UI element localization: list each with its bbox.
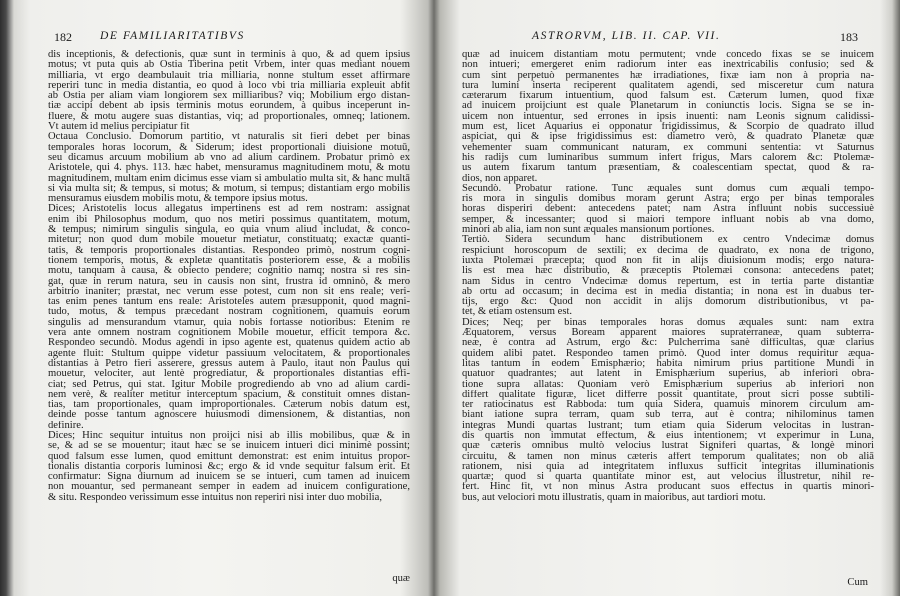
- text-line: seu dicamus arcuum mobilium ab vno ad alium cardinem. Probatur primò ex: [48, 152, 410, 163]
- text-line: quæ cæteris omnibus multò velocius lustrat Signiferi quartas, & longè minori: [462, 441, 874, 452]
- text-line: mum est, licet Aquarius ei opponatur frigidissimus, & Scorpio de quadrato illud: [462, 122, 874, 133]
- text-line: horas disperiri debent: antecedens patet; nam Astra influunt nobis successiuè: [462, 204, 874, 215]
- text-line: Vt autem id melius percipiatur fit: [48, 122, 190, 133]
- text-line: deinde posse tantum agnoscere huiusmodi dimensionem, & distantias, non: [48, 410, 410, 421]
- text-line: gat, quæ in rerum natura, seu in causis non sint, frustra id omninò, & mero: [48, 276, 410, 287]
- text-line: quod falsum esse lumen, quod emittunt demonstrat: est enim intuitus propor-: [48, 451, 410, 462]
- text-line: dis inceptionis, & defectionis, quæ sunt in terminis à quo, & ad quem ipsius: [48, 50, 410, 60]
- text-line: integras Mundi quartas lustrant; tum etiam quia Siderum velocitas in lustran-: [462, 420, 874, 431]
- right-running-head: ASTRORVM, LIB. II. CAP. VII.: [532, 30, 721, 42]
- text-line: confirmatur: Signa diurnum ad inuicem se se intueri, cum tamen ad inuicem: [48, 472, 410, 483]
- text-line: Æquatorem, versus Boream apparent maiores supraterraneæ, quam subterra-: [462, 328, 874, 339]
- left-page-number: 182: [54, 30, 72, 44]
- right-page-number: 183: [840, 30, 858, 44]
- text-line: Octaua Conclusio. Domorum partitio, vt naturalis sit fieri debet per binas: [48, 132, 410, 143]
- text-line: tias, tam proportionales, quam improportionales. Cæterum nobis datum est,: [48, 400, 410, 411]
- text-line: & situ. Respondeo verissimum esse intuitus non reperiri nisi inter duo mobilia,: [48, 492, 382, 503]
- text-line: quidem alibi patet. Respondeo tamen primò. Quod inter domus requiritur æqua-: [462, 348, 874, 359]
- text-line: ris mora in singulis domibus moram gerunt Astra; ergo per binas temporales: [462, 194, 874, 205]
- text-line: Tertiò. Sidera secundum hanc distributionem ex centro Vndecimæ domus: [462, 235, 874, 246]
- text-line: iuxta Ptolemæi præcepta; quod non fit in alijs diuisionum modis; ergo natura-: [462, 255, 874, 266]
- left-page: [18, 0, 428, 596]
- text-line: biant iatione supra terram, quam sub terra, aut è contra; nihilominus tamen: [462, 410, 874, 421]
- text-line: mitetur; non quod dum mobile mouetur metiatur, constituatq; exactæ quanti-: [48, 235, 410, 246]
- right-page-body: [462, 50, 874, 503]
- text-line: Respondeo secundò. Modus agendi in ipso agente est, quatenus quidem actio ab: [48, 338, 410, 349]
- text-line: quartæ; quod si quarta quantitate minor est, aut velocius illustretur, nihil re-: [462, 472, 874, 483]
- text-line: tudo, motus, & tempus præcedant nostram cognitionem, quamuis eorum: [48, 307, 410, 318]
- text-line: tura lumini inserta reciperent qualitatem agendi, sed misceretur cum natura: [462, 80, 874, 91]
- text-line: us autem fixarum tantum præsentiam, & coalescentiam spectat, quod & ra-: [462, 163, 874, 174]
- text-line: tiæ accipi debent ab ipsis terminis motus eorundem, à quibus inceperunt in-: [48, 101, 410, 112]
- text-line: motus; vt puta quis ab Ostia Tiberina petit Vrbem, inter quas mediant nouem: [48, 60, 410, 71]
- text-line: Dices; Neq; per binas temporales horas domus æquales sunt: nam extra: [462, 317, 874, 328]
- text-line: Aristotele, qui 4. phys. 113. hæc habet, mensuramus magnitudinem motu, & motu: [48, 163, 410, 174]
- text-line: Dices; Aristotelis locus allegatus impertinens est ad rem nostram: assignat: [48, 204, 410, 215]
- text-line: non mouantur, sed permaneant semper in eadem ad inuicem configuratione,: [48, 482, 410, 493]
- right-page: [446, 0, 886, 596]
- text-line: tione supra allatas: Quoniam verò Emisphærium superius ab inferiori non: [462, 379, 874, 390]
- text-line: enim ibi Philosophus modum, quo nos metiri possimus quantitatem, motum,: [48, 214, 410, 225]
- text-line: nam Sidus in centro Vndecimæ domus repertum, est in tertia parte distantiæ: [462, 276, 874, 287]
- left-page-header: [18, 30, 428, 44]
- text-line: vera ante omnem nostram cognitionem Mobile mouetur, efficit tempora &c.: [48, 328, 410, 339]
- text-line: uicem non intuentur, sed errones in ipsis inuenti: nam Leonis signum calidissi-: [462, 111, 874, 122]
- text-line: motu, tanquam à causa, & obiecto pendere; cognitio namq; nostra si res sin-: [48, 266, 410, 277]
- text-line: tet, & etiam ostensum est.: [462, 307, 573, 318]
- text-line: tas enim penes tantum ens reale: Aristoteles autem præsupponit, quod magni-: [48, 297, 410, 308]
- left-running-head: DE FAMILIARITATIBVS: [100, 30, 245, 42]
- text-line: circuitu, & tamen non minus cæteris affert temporum qualitates; non ob aliā: [462, 451, 874, 462]
- text-line: Dices; Hinc sequitur intuitus non proijci nisi ab illis mobilibus, quæ & in: [48, 430, 410, 441]
- text-line: ab ortu ad occasum; in decima est in media distantia; in nona est in duabus ter-: [462, 286, 874, 297]
- text-line: ad inuicem proijciunt est quale Planetarum in coniunctis locis. Signa se se in-: [462, 101, 874, 112]
- text-line: differt qualitate figuræ, licet differre possit quantitate, prout sicri posse subtili-: [462, 389, 874, 400]
- text-line: si via multa sit; & tempus, si motus; & motum, si tempus; distantiam ergo mobilis: [48, 183, 410, 194]
- text-line: fert. Hinc fit, vt non minus Astra producant suos effectus in quartis minori-: [462, 482, 874, 493]
- text-line: semper, & incessanter; quod si maiori tempore influant nobis ab vna domo,: [462, 214, 874, 225]
- text-line: dis quartis non immutat effectum, & eius intentionem; vt experimur in Luna,: [462, 430, 874, 441]
- text-line: ab Ostia per aliam viam longiorem sex milliaribus? viq; Mobilium ergo distan-: [48, 91, 410, 102]
- text-line: tijs, ergo &c: Quod non accidit in alijs domorum distributionibus, vt pa-: [462, 297, 874, 308]
- text-line: agente fluit: Stultum quippe videtur passiuum velocitatem, & proportionales: [48, 348, 410, 359]
- text-line: mouetur, velociter, aut lentè progrediatur, & proportionales distantias effi-: [48, 369, 410, 380]
- text-line: non intueri; emergeret enim radiorum inter eas inextricabilis confusio; sed &: [462, 60, 874, 71]
- text-line: distantias à Petro fieri asserere, gressus autem à Paulo, itaut non Paulus qui: [48, 358, 410, 369]
- text-line: respiciunt horoscopum de sextili; ex decima de quadrato, ex nona de trigono,: [462, 245, 874, 256]
- text-line: temporales horas locorum, & Siderum; idest proportionali diuisione motuū,: [48, 142, 410, 153]
- text-line: definire.: [48, 420, 84, 431]
- left-page-body: [48, 50, 410, 503]
- text-line: vehementer suam communicant naturam, ex communi sententia: vt Saturnus: [462, 142, 874, 153]
- right-catchword: Cum: [847, 577, 868, 588]
- text-line: his radijs cum luminaribus summum infert frigus, Mars calorem &c: Ptolemæ-: [462, 152, 874, 163]
- text-line: ter ratiocinatus est Rabboda: tum quia Sidera, quamuis minorem circulum am-: [462, 400, 874, 411]
- text-line: aspiciat, qui & ipse frigidissimus est: diametro verò, & quadrato Planetæ quæ: [462, 132, 874, 143]
- text-line: arbitrio inaniter; præstat, nec verum esse potest, cum non sit ens reale; veri-: [48, 286, 410, 297]
- text-line: & tempus; nimirum singulis singula, eo quia vnum aliud includat, & conco-: [48, 225, 410, 236]
- text-line: se, & ad se se mouentur; itaut hæc se se inuicem intueri dici minimè possint;: [48, 441, 410, 452]
- text-line: singulis ad mensurandum vtamur, quia nobis fortasse notioribus: Etenim re: [48, 317, 410, 328]
- text-line: cæterarum fixarum intuentium, quod falsum est. Cæterum lumen, quod fixæ: [462, 91, 874, 102]
- text-line: lis est mea hæc distributio, & præceptis Ptolemæi consona: antecedens patet;: [462, 266, 874, 277]
- text-line: Secundò. Probatur ratione. Tunc æquales sunt domus cum æquali tempo-: [462, 183, 874, 194]
- text-line: cum sint perpetuò permanentes hæ irradiationes, fixæ iam non à propria na-: [462, 70, 874, 81]
- text-line: milliaria, vt ergo deambulauit tria milliaria, nonne stultum esset affirmare: [48, 70, 410, 81]
- text-line: tionalis distantia corporis luminosi &c; ergo & id vnde sequitur falsum erit. Et: [48, 461, 410, 472]
- text-line: nem verè, & realiter metitur interceptum spacium, & constituit omnes distan-: [48, 389, 410, 400]
- text-line: litas tantum in eodem Emisphærio; habita nimirum prius partitione Mundi in: [462, 358, 874, 369]
- text-line: reperiri tunc in media distantia, eo quod à loco vbi tria milliaria expleuit abfit: [48, 80, 410, 91]
- text-line: ciat; sed Petrus, qui stat. Igitur Mobile progrediendo ab vno ad alium cardi-: [48, 379, 410, 390]
- right-page-header: [446, 30, 886, 44]
- text-line: quæ ad inuicem distantiam motu permutent; vnde concedo fixas se se inuicem: [462, 50, 874, 60]
- text-line: quatuor quadrantes; aut latent in Emisphærium superius, ab inferiori obra-: [462, 369, 874, 380]
- text-line: neæ, è contra ad Astrum, ergo &c: Pulcherrima sanè difficultas, quæ clarius: [462, 338, 874, 349]
- left-catchword: quæ: [392, 573, 410, 584]
- text-line: rationem, nisi quia ad integritatem influxus sufficit integritas illuminationis: [462, 461, 874, 472]
- text-line: tatis, & temporis proportionales distantias. Respondeo primò, nostrum cogni-: [48, 245, 410, 256]
- text-line: mensuramus eiusdem mobilis motu, & tempore ipsius motus.: [48, 194, 308, 205]
- text-line: minori ab alia, iam non sunt æquales mansionum portiones.: [462, 225, 715, 236]
- text-line: fluere, & motu augere suas distantias, viq; ad proportionales, omneq; lationem.: [48, 111, 410, 122]
- text-line: dios, non apparet.: [462, 173, 538, 184]
- text-line: tionem temporis, motus, & expletæ quantitatis posteriorem esse, & a mobilis: [48, 255, 410, 266]
- text-line: magnitudinem, multam enim dicimus esse viam si ambulatio multa sit, & hanc multā: [48, 173, 410, 184]
- text-line: bus, aut velociori motu illustratis, quam in maioribus, aut tardiori motu.: [462, 492, 766, 503]
